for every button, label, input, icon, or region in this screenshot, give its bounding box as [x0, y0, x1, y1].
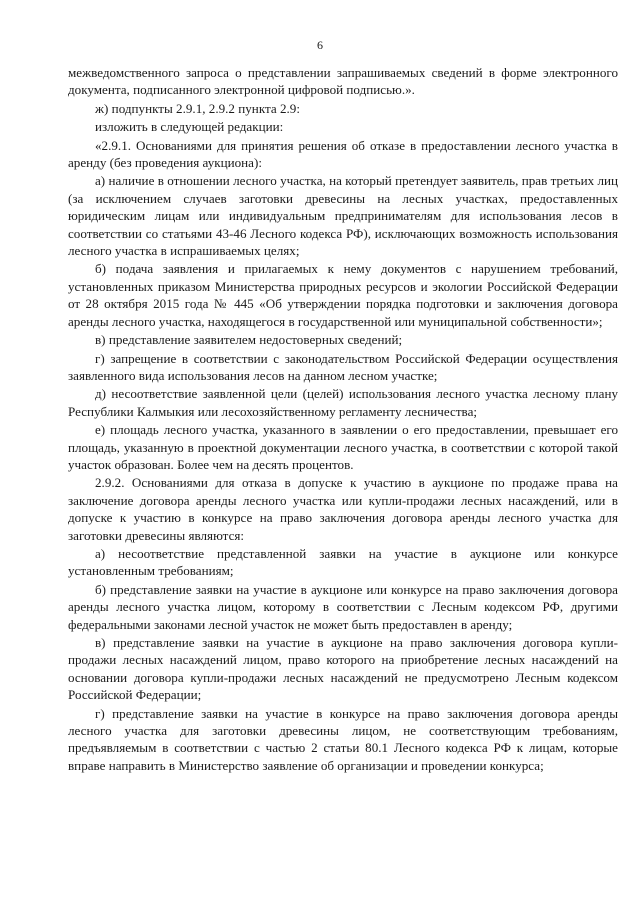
paragraph: б) представление заявки на участие в аукционе или конкурсе на право заключения договора аренды лесного участка лицом, которому в соответствии с Лесным кодексом РФ, другими федеральными законами лесной участок не может быть предоставлен в аренду; — [68, 581, 618, 632]
paragraph: а) наличие в отношении лесного участка, на который претендует заявитель, прав третьих лиц (за исключением случаев заготовки древесины на лесных участках, предоставленных юридическим лицам или индивидуальным предпринимателям для использования лесов в соответствии со статьями 43-46 Лесного кодекса РФ), исключающих возможность использования лесного участка в испрашиваемых целях; — [68, 173, 618, 259]
paragraph: ж) подпункты 2.9.1, 2.9.2 пункта 2.9: — [95, 100, 300, 116]
paragraph: межведомственного запроса о представлении запрашиваемых сведений в форме электронного документа, подписанного электронной цифровой подписью.». — [68, 65, 618, 98]
document-body — [68, 64, 618, 775]
paragraph: изложить в следующей редакции: — [95, 119, 284, 135]
paragraph: г) представление заявки на участие в конкурсе на право заключения договора аренды лесного участка для заготовки древесины лицом, не соответствующим требованиям, предъявляемым в соответствии с частью 2 статьи 80.1 Лесного кодекса РФ к лицам, которые вправе направить в Министерство заявление об организации и проведении конкурса; — [68, 705, 618, 773]
paragraph: «2.9.1. Основаниями для принятия решения об отказе в предоставлении лесного участка в аренду (без проведения аукциона): — [68, 137, 618, 171]
paragraph: д) несоответствие заявленной цели (целей) использования лесного участка лесному плану Республики Калмыкия или лесохозяйственному регламенту лесничества; — [68, 386, 618, 419]
paragraph: г) запрещение в соответствии с законодательством Российской Федерации осуществления заявленного вида использования лесов на данном лесном участке; — [68, 350, 618, 383]
paragraph: е) площадь лесного участка, указанного в заявлении о его предоставлении, превышает его площадь, указанную в проектной документации лесного участка, в соответствии с которой такой участок образован. Более чем на десять процентов. — [68, 422, 618, 472]
paragraph: в) представление заявителем недостоверных сведений; — [95, 332, 403, 348]
paragraph: б) подача заявления и прилагаемых к нему документов с нарушением требований, установленных приказом Министерства природных ресурсов и экологии Российской Федерации от 28 октября 2015 года № 445 «Об утверждении порядка подготовки и заключения договора аренды лесного участка, находящегося в государственной или муниципальной собственности»; — [68, 261, 618, 329]
paragraph: а) несоответствие представленной заявки на участие в аукционе или конкурсе установленным требованиям; — [68, 545, 618, 579]
paragraph: в) представление заявки на участие в аукционе на право заключения договора купли-продажи лесных насаждений лицом, право которого на приобретение лесных насаждений на основании договора купли-продажи лесных насаждений не предусмотрено Лесным кодексом Российской Федерации; — [68, 635, 618, 703]
page-number: 6 — [317, 38, 323, 52]
paragraph: 2.9.2. Основаниями для отказа в допуске к участию в аукционе по продаже права на заключение договора аренды лесного участка или купли-продажи лесных насаждений, или в допуске к участию в конкурсе на право заключения договора аренды лесного участка для заготовки древесины являются: — [68, 475, 618, 543]
